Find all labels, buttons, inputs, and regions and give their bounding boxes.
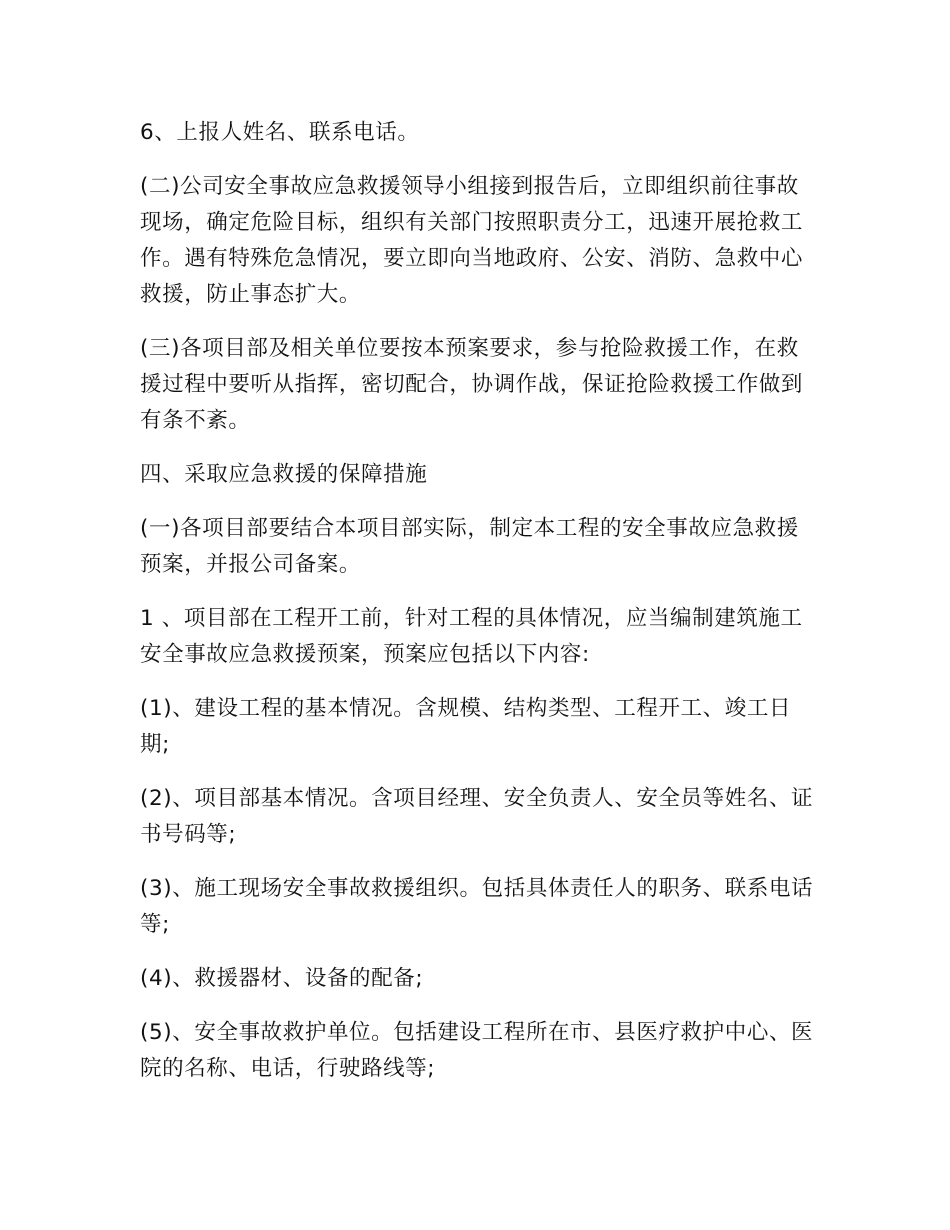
paragraph-leadership-response: (二)公司安全事故应急救援领导小组接到报告后，立即组织前往事故现场，确定危险目标，组织有关部门按照职责分工，迅速开展抢救工作。遇有特殊危急情况，要立即向当地政府、公安、消防、急救中心救援，防止事态扩大。 (140, 174, 804, 307)
paragraph-project-participation: (三)各项目部及相关单位要按本预案要求，参与抢险救援工作，在救援过程中要听从指挥，密切配合，协调作战，保证抢险救援工作做到有条不紊。 (140, 336, 804, 433)
list-item-department-info: (2)、项目部基本情况。含项目经理、安全负责人、安全员等姓名、证书号码等; (140, 786, 814, 847)
list-item-rescue-organization: (3)、施工现场安全事故救援组织。包括具体责任人的职务、联系电话等; (140, 876, 814, 937)
list-item-project-overview: (1)、建设工程的基本情况。含规模、结构类型、工程开工、竣工日期; (140, 696, 792, 757)
document-body (140, 115, 815, 1105)
list-item-equipment: (4)、救援器材、设备的配备; (140, 966, 424, 991)
paragraph-plan-contents: 1 、项目部在工程开工前，针对工程的具体情况，应当编制建筑施工安全事故应急救援预案，预案应包括以下内容: (140, 606, 803, 667)
list-item-medical-units: (5)、安全事故救护单位。包括建设工程所在市、县医疗救护中心、医院的名称、电话，行驶路线等; (140, 1020, 814, 1081)
paragraph-reporter-info: 6、上报人姓名、联系电话。 (140, 120, 420, 145)
paragraph-project-plan: (一)各项目部要结合本项目部实际，制定本工程的安全事故应急救援预案，并报公司备案。 (140, 516, 799, 577)
section-heading-safeguards: 四、采取应急救援的保障措施 (140, 462, 428, 487)
